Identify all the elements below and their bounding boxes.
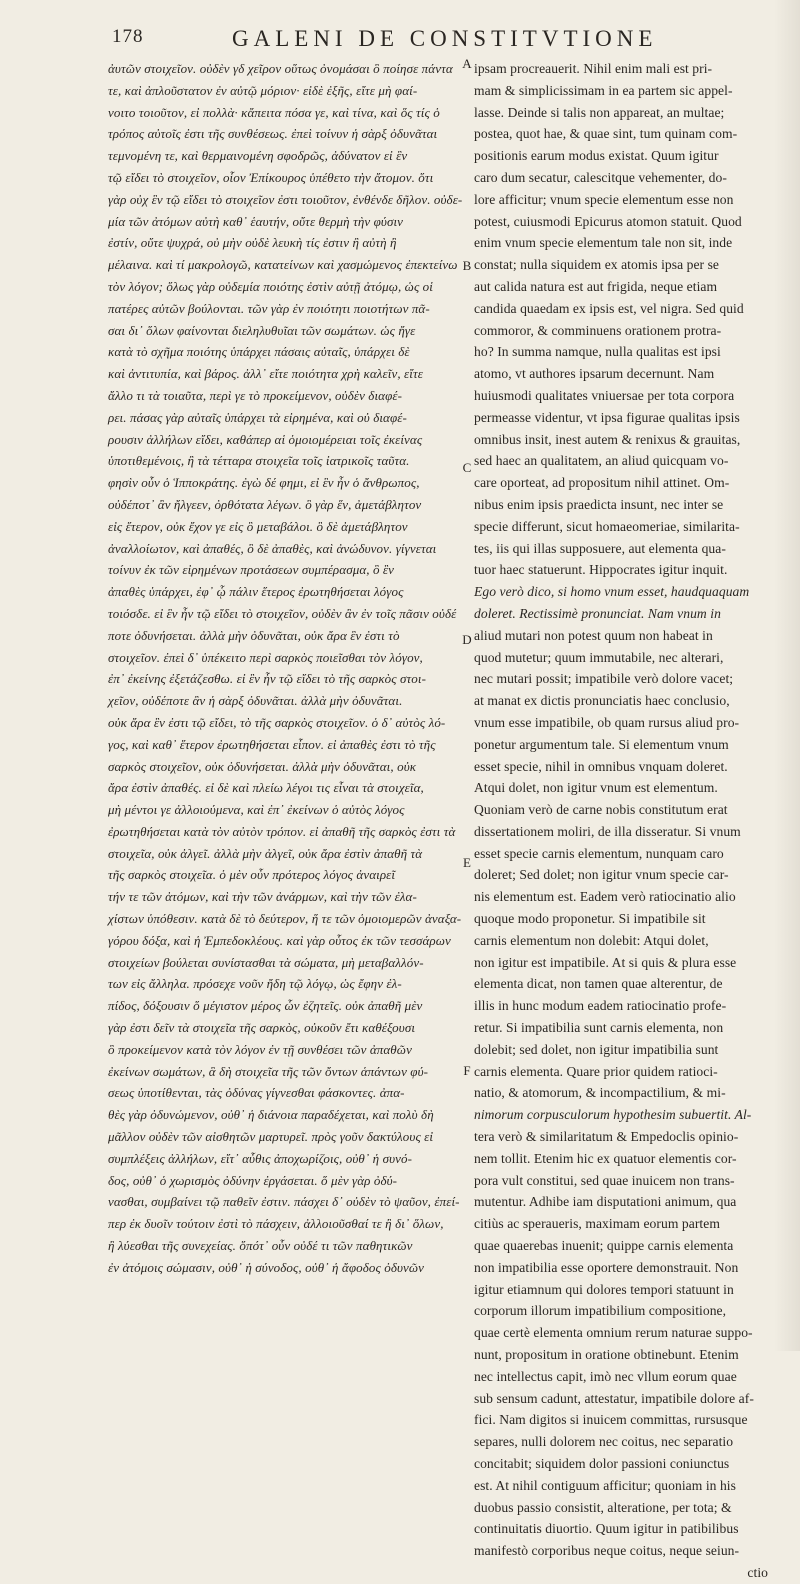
latin-text-line: est. At nihil contiguum afficitur; quoniam in his <box>474 1477 736 1493</box>
latin-text-line: nunt, propositum in oratione obtinebunt. Etenim <box>474 1347 739 1363</box>
latin-text-line: atomo, vt authores ipsarum decernunt. Nam <box>474 366 715 382</box>
margin-section-letter: A <box>462 56 472 71</box>
latin-text-line: ctio <box>747 1564 768 1580</box>
greek-text-line: φησὶν οὖν ὁ Ἱπποκράτης. ἐγὼ δέ φημι, εἰ ἓν ἦν ὁ ἄνθρωπος, <box>108 475 420 491</box>
latin-text-line: carnis elementa. Quare prior quidem ratioci- <box>474 1063 718 1079</box>
greek-text-line: γὰρ οὐχ ἓν τῷ εἴδει τὸ στοιχεῖον ἐστι τοιοῦτον, ἐνθένδε δῆλον. οὐδε- <box>108 191 463 207</box>
latin-text-line: fici. Nam digitos si inuicem committas, rursusque <box>474 1412 748 1428</box>
greek-text-line: τὸν λόγον; ὅλως γὰρ οὐδεμία ποιότης ἐστὶν αὐτῇ ἀτόμῳ, ὡς οἱ <box>108 278 433 294</box>
greek-text-line: στοιχείων βούλεται συνίστασθαι τὰ σώματα, μὴ μεταβαλλόν- <box>108 954 424 970</box>
latin-text-line: at manat ex dictis pronunciatis haec conclusio, <box>474 693 730 709</box>
greek-text-line: ἀπαθὲς ὑπάρχει, ἐφ᾽ ᾧ πάλιν ἕτερος ἐρωτηθήσεται λόγος <box>108 584 404 600</box>
greek-text-line: τῆς σαρκὸς στοιχεῖα. ὁ μὲν οὖν πρότερος λόγος ἀναιρεῖ <box>108 867 396 883</box>
latin-text-line: vnum esse impatibile, ob quam rursus aliud pro- <box>474 714 740 730</box>
greek-text-line: τε, καὶ ἀπλοῦστατον ἐν αὐτῷ μόριον· εἰδὲ ἐξῆς, εἴτε μὴ φαί- <box>108 82 418 98</box>
latin-text-line: citiùs ac speraueris, maximam eorum partem <box>474 1216 720 1232</box>
latin-text-line: igitur etiamnum qui dolores tempori statuunt in <box>474 1281 734 1297</box>
latin-text-line: huiusmodi qualitates vniuersae per tota corpora <box>474 387 735 403</box>
latin-text-line: quae quaerebas inuenit; quippe carnis elementa <box>474 1238 734 1254</box>
margin-section-letter: B <box>462 258 472 273</box>
latin-text-line: omnibus insit, inest autem & renixus & grauitas, <box>474 431 741 447</box>
page-gutter-shadow <box>774 0 800 1351</box>
latin-text-line: Ego verò dico, si homo vnum esset, haudquaquam <box>474 584 750 600</box>
greek-text-line: σεως ὑποτίθενται, τὰς ὀδύνας γίγνεσθαι φάσκοντες. ἀπα- <box>108 1085 405 1101</box>
greek-text-line: χίστων ὑπόθεσιν. κατὰ δὲ τὸ δεύτερον, ἥ τε τῶν ὁμοιομερῶν ἀναξα- <box>108 911 462 927</box>
greek-text-line: ἀυτῶν στοιχεῖον. οὐδὲν γδ χεῖρον οὕτως ὀνομάσαι ὃ ποίησε πάντα <box>108 61 453 76</box>
greek-text-line: ἢ λύεσθαι τῆς συνεχείας. ὅπότ᾽ οὖν οὐδέ τι τῶν παθητικῶν <box>108 1238 413 1254</box>
greek-text-line: νοιτο τοιοῦτον, εἰ πολλὰ· κἄπειτα πόσα γε, καὶ τίνα, καὶ ὅς τίς ὁ <box>108 104 440 120</box>
latin-text-line: caro dum secatur, calescitque vehementer, do- <box>474 169 727 185</box>
latin-text-line: retur. Si impatibilia sunt carnis elementa, non <box>474 1020 724 1036</box>
latin-text-line: commoror, & comminuens orationem protra- <box>474 322 722 338</box>
latin-text-line: care oporteat, ad propositum nihil attinet. Om- <box>474 475 730 491</box>
latin-text-line: quoque modo proponetur. Si impatibile sit <box>474 911 706 927</box>
greek-text-line: καὶ ἀντιτυπία, καὶ βάρος. ἀλλ᾽ εἴτε ποιότητα χρὴ καλεῖν, εἴτε <box>108 366 423 382</box>
latin-text-line: dissertationem moliri, de illa disseratur. Si vnum <box>474 823 741 839</box>
greek-text-line: πατέρες αὐτῶν βούλονται. τῶν γὰρ ἐν ποιότητι ποιοτήτων πᾶ- <box>108 300 430 316</box>
latin-text-line: specie differunt, sicut homaeomeriae, similarita- <box>474 518 740 534</box>
latin-text-line: non impatibilia esse oportere demonstrauit. Non <box>474 1259 739 1275</box>
latin-text-line: nem tollit. Etenim hic ex quatuor elementis cor- <box>474 1150 737 1166</box>
latin-text-line: permeasse videntur, vt ipsa figurae qualitas ipsis <box>474 409 740 425</box>
greek-text-line: δος, οὐθ᾽ ὁ χωρισμὸς ὀδύνην ἐργάσεται. ὅ μὲν γὰρ ὀδύ- <box>108 1172 398 1188</box>
greek-text-line: ὃ προκείμενον κατὰ τὸν λόγον ἐν τῇ συνθέσει τῶν ἀπαθῶν <box>108 1041 412 1057</box>
latin-text-line: tuor haec statuerunt. Hippocrates igitur inquit. <box>474 562 728 578</box>
greek-text-line: ἐρωτηθήσεται κατὰ τὸν αὐτὸν τρόπον. εἰ ἀπαθῆ τῆς σαρκὸς ἐστι τὰ <box>108 823 456 839</box>
greek-text-line: ἐν ἀτόμοις σώμασιν, οὐθ᾽ ἡ σύνοδος, οὐθ᾽ ἡ ἄφοδος ὀδυνῶν <box>108 1259 425 1275</box>
greek-text-line: των εἰς ἄλληλα. πρόσεχε νοῦν ἤδη τῷ λόγῳ, ὡς ἔφην ἐλ- <box>108 976 402 992</box>
greek-text-line: ἐκείνων σωμάτων, ἃ δὴ στοιχεῖα τῆς τῶν ὄντων ἁπάντων φύ- <box>108 1063 429 1079</box>
latin-text-line: tera verò & similaritatum & Empedoclis opinio- <box>474 1129 739 1145</box>
running-title: GALENI DE CONSTITVTIONE <box>232 26 658 51</box>
latin-text-line: concitabit; siquidem dolor passioni coniunctus <box>474 1456 730 1471</box>
latin-text-line: quae certè elementa omnium rerum naturae suppo- <box>474 1325 753 1341</box>
latin-text-line: esset specie, nihil in omnibus vnquam doleret. <box>474 758 728 774</box>
latin-text-line: continuitatis diuortio. Quum igitur in patibilibus <box>474 1521 739 1537</box>
latin-text-line: enim vnum specie elementum tale non sit, inde <box>474 235 733 251</box>
greek-text-line: μὴ μέντοι γε ἀλλοιούμενα, καὶ ἐπ᾽ ἐκείνων ὁ αὐτὸς λόγος <box>108 802 405 818</box>
greek-text-line: γος, καὶ καθ᾽ ἕτερον ἐρωτηθήσεται εἶπον. εἰ ἀπαθὲς ἐστι τὸ τῆς <box>108 736 436 752</box>
greek-text-line: ὑποτιθεμένοις, ἢ τὰ τέτταρα στοιχεῖα τοῖς ἰατρικοῖς ταῦτα. <box>108 453 410 469</box>
greek-text-line: οὐδέποτ᾽ ἂν ἤλγεεν, ὀρθότατα λέγων. ὃ γὰρ ἕν, ἀμετάβλητον <box>108 496 422 512</box>
latin-text-line: mam & simplicissimam in ea partem sic appel- <box>474 82 733 98</box>
page-header <box>112 26 672 56</box>
margin-section-letter: D <box>462 632 472 647</box>
margin-section-letter: C <box>462 460 472 475</box>
greek-text-line: ρει. πάσας γὰρ αὐταῖς ὑπάρχει τὰ εἰρημένα, καὶ οὐ διαφέ- <box>108 409 407 425</box>
greek-text-line: πίδος, δόξουσιν ὅ μέγιστον μέρος ὧν ἐζητεῖς. οὐκ ἀπαθῆ μὲν <box>108 998 423 1014</box>
greek-text-line: τοιόσδε. εἰ ἓν ἦν τῷ εἴδει τὸ στοιχεῖον, οὐδὲν ἂν ἐν τοῖς πᾶσιν οὐδέ <box>108 605 457 621</box>
greek-text-line: στοιχεῖον. ἐπεὶ δ᾽ ὑπέκειτο περὶ σαρκὸς ποιεῖσθαι τὸν λόγον, <box>108 649 423 665</box>
greek-text-line: ποτε ὀδυνήσεται. ἀλλὰ μὴν ὀδυνᾶται, οὐκ ἄρα ἓν ἐστι τὸ <box>108 627 400 643</box>
latin-text-line: nimorum corpusculorum hypothesim subuertit. Al- <box>474 1107 752 1123</box>
greek-text-line: γόρου δόξα, καὶ ἡ Ἐμπεδοκλέους. καὶ γὰρ οὗτος ἐκ τῶν τεσσάρων <box>108 932 451 948</box>
greek-text-line: χεῖον, οὐδέποτε ἂν ἡ σὰρξ ὀδυνᾶται. ἀλλὰ μὴν ὀδυνᾶται. <box>108 693 403 709</box>
latin-text-line: lasse. Deinde si talis non appareat, an multae; <box>474 104 725 120</box>
latin-text-line: aliud mutari non potest quum non habeat in <box>474 627 713 643</box>
latin-text-line: esset specie carnis elementum, nunquam caro <box>474 845 724 861</box>
latin-text-line: tes, iis qui illas supposuere, aut elementa qua- <box>474 540 726 556</box>
greek-text-line: γὰρ ἐστι δεῖν τὰ στοιχεῖα τῆς σαρκὸς, οὐκοῦν ἔτι καθέξουσι <box>108 1020 416 1036</box>
latin-text-line: non igitur est impatibile. At si quis & plura esse <box>474 954 737 970</box>
latin-text-line: illis in hunc modum eadem ratiocinatio profe- <box>474 998 727 1014</box>
latin-text-line: natio, & atomorum, & incompactilium, & mi- <box>474 1085 726 1101</box>
latin-text-line: carnis elementum non dolebit: Atqui dolet, <box>474 932 709 948</box>
latin-text-line: lore afficitur; vnum specie elementum esse non <box>474 191 734 207</box>
greek-text-line: ἄρα ἐστὶν ἀπαθές. εἰ δὲ καὶ πλείω λέγοι τις εἶναι τὰ στοιχεῖα, <box>108 780 424 796</box>
margin-section-letter: E <box>463 855 471 870</box>
page-number: 178 <box>112 26 144 47</box>
latin-text-line: nec mutari possit; impatibile verò dolore vacet; <box>474 671 734 687</box>
greek-text-line: μία τῶν ἀτόμων αὐτὴ καθ᾽ ἑαυτήν, οὔτε θερμὴ τὴν φύσιν <box>108 213 404 229</box>
latin-text-line: Atqui dolet, non igitur vnum est elementum. <box>474 780 718 796</box>
greek-text-line: τῷ εἴδει τὸ στοιχεῖον, οἷον Ἐπίκουρος ὑπέθετο τὴν ἄτομον. ὅτι <box>108 169 434 185</box>
latin-text-line: pora vult constitui, sed quae inuicem non trans- <box>474 1172 735 1188</box>
latin-text-line: potest, cuiusmodi Epicurus atomon statuit. Quod <box>474 213 742 229</box>
latin-text-line: quod mutetur; quum immutabile, nec alterari, <box>474 649 724 665</box>
greek-text-line: μέλαινα. καὶ τί μακρολογῶ, κατατείνων καὶ χασμώμενος ἐπεκτείνω <box>108 257 458 273</box>
latin-text-line: sed haec an qualitatem, an aliud quicquam vo- <box>474 453 729 469</box>
latin-text-line: mutentur. Adhibe iam disputationi animum, qua <box>474 1194 737 1210</box>
latin-text-line: elementa dicat, non tamen quae alterentur, de <box>474 976 723 992</box>
greek-text-line: σαι δι᾽ ὅλων φαίνονται διεληλυθυῖαι τῶν σωμάτων. ὡς ἤγε <box>108 322 416 338</box>
greek-text-line: ἐστίν, οὔτε ψυχρά, οὐ μὴν οὐδὲ λευκὴ τίς ἐστιν ἢ αὐτὴ ἢ <box>108 235 397 251</box>
greek-text-line: τήν τε τῶν ἀτόμων, καὶ τὴν τῶν ἀνάρμων, καὶ τὴν τῶν ἐλα- <box>108 889 417 905</box>
latin-text-line: Quoniam verò de carne nobis constitutum erat <box>474 802 728 818</box>
latin-text-line: nibus enim ipsis praedicta insunt, nec inter se <box>474 496 724 512</box>
greek-text-line: συμπλέξεις ἀλλήλων, εἴτ᾽ αὖθις ἀποχωρίζοις, οὐθ᾽ ἡ συνό- <box>108 1150 413 1166</box>
greek-text-line: σαρκὸς στοιχεῖον, οὐκ ὀδυνήσεται. ἀλλὰ μὴν ὀδυνᾶται, οὐκ <box>108 758 417 774</box>
greek-text-line: ρουσιν ἀλλήλων εἴδει, καθάπερ αἱ ὁμοιομέρειαι τοῖς ἐκείνας <box>108 431 423 447</box>
greek-text-line: νασθαι, συμβαίνει τῷ παθεῖν ἐστιν. πάσχει δ᾽ οὐδὲν τὸ ψαῦον, ἐπεί- <box>108 1194 460 1210</box>
latin-text-line: postea, quot hae, & quae sint, tum quinam com- <box>474 126 738 142</box>
latin-text-line: doleret; Sed dolet; non igitur vnum specie car- <box>474 867 729 883</box>
latin-text-line: doleret. Rectissimè pronunciat. Nam vnum in <box>474 605 721 621</box>
margin-section-letter: F <box>463 1063 471 1078</box>
latin-text-line: nec intellectus capit, imò nec vllum eorum quae <box>474 1368 737 1384</box>
latin-text-line: aut calida natura est aut frigida, neque etiam <box>474 278 718 294</box>
latin-text-line: duobus passio consistit, alteratione, per tota; & <box>474 1499 732 1515</box>
latin-text-line: ho? In summa namque, nulla qualitas est ipsi <box>474 344 721 360</box>
greek-text-line: μᾶλλον οὐδὲν τῶν αἰσθητῶν μαρτυρεῖ. πρὸς γοῦν δακτύλους εἰ <box>108 1129 434 1145</box>
latin-text-line: ponetur argumentum tale. Si elementum vnum <box>474 736 729 752</box>
latin-text-line: nis elementum est. Eadem verò ratiocinatio alio <box>474 889 736 905</box>
latin-text-column <box>474 58 774 1580</box>
latin-text-line: positionis earum modus existat. Quum igitur <box>474 148 719 164</box>
greek-text-line: ἄλλο τι τὰ τοιαῦτα, περὶ γε τὸ προκείμενον, οὐδὲν διαφέ- <box>108 387 403 403</box>
latin-text-line: sub sensum cadunt, attestatur, impatibile dolore af- <box>474 1390 754 1406</box>
greek-text-line: στοιχεῖα, οὐκ ἀλγεῖ. ἀλλὰ μὴν ἀλγεῖ, οὐκ ἄρα ἐστὶν ἀπαθῆ τὰ <box>108 845 423 861</box>
greek-text-line: θὲς γὰρ ὀδυνώμενον, οὐθ᾽ ἡ διάνοια παραδέχεται, καὶ πολὺ δὴ <box>108 1107 434 1123</box>
latin-text-line: candida quaedam ex ipsis est, vel nigra. Sed quid <box>474 300 744 316</box>
latin-text-line: corporum illorum impatibilium compositione, <box>474 1303 727 1319</box>
latin-text-line: manifestò corporibus neque coitus, neque seiun- <box>474 1543 740 1559</box>
greek-text-line: τεμνομένη τε, καὶ θερμαινομένη σφοδρῶς, ἀδύνατον εἰ ἓν <box>108 148 408 164</box>
greek-text-line: περ ἐκ δυοῖν τούτοιν ἐστὶ τὸ πάσχειν, ἀλλοιοῦσθαί τε ἢ δι᾽ ὅλων, <box>108 1216 444 1232</box>
latin-text-line: constat; nulla siquidem ex atomis ipsa per se <box>474 257 719 273</box>
greek-text-line: ἀναλλοίωτον, καὶ ἀπαθές, ὃ δὲ ἀπαθὲς, καὶ ἀνώδυνον. γίγνεται <box>108 540 437 556</box>
greek-text-column <box>108 58 463 1328</box>
latin-text-line: separes, nulli dolorem nec coitus, nec separatio <box>474 1434 734 1450</box>
greek-text-line: τρόπος αὐτοῖς ἐστι τῆς συνθέσεως. ἐπεὶ τοίνυν ἡ σὰρξ ὀδυνᾶται <box>108 126 438 142</box>
latin-text-line: ipsam procreauerit. Nihil enim mali est pri- <box>474 61 713 76</box>
greek-text-line: ἐπ᾽ ἐκείνης ἐξετάζεσθω. εἰ ἓν ἦν τῷ εἴδει τὸ τῆς σαρκὸς στοι- <box>108 671 427 687</box>
greek-text-line: οὐκ ἄρα ἓν ἐστι τῷ εἴδει, τὸ τῆς σαρκὸς στοιχεῖον. ὁ δ᾽ αὐτὸς λό- <box>108 714 446 730</box>
greek-text-line: κατὰ τὸ σχῆμα ποιότης ὑπάρχει πάσαις αὐταῖς, ὑπάρχει δὲ <box>108 344 410 360</box>
latin-text-line: dolebit; sed dolet, non igitur impatibilia sunt <box>474 1041 719 1057</box>
greek-text-line: εἰς ἕτερον, οὐκ ἔχον γε εἰς ὃ μεταβάλοι. ὃ δὲ ἀμετάβλητον <box>108 518 408 534</box>
greek-text-line: τοίνυν ἐκ τῶν εἰρημένων προτάσεων συμπέρασμα, ὃ ἓν <box>108 562 394 578</box>
